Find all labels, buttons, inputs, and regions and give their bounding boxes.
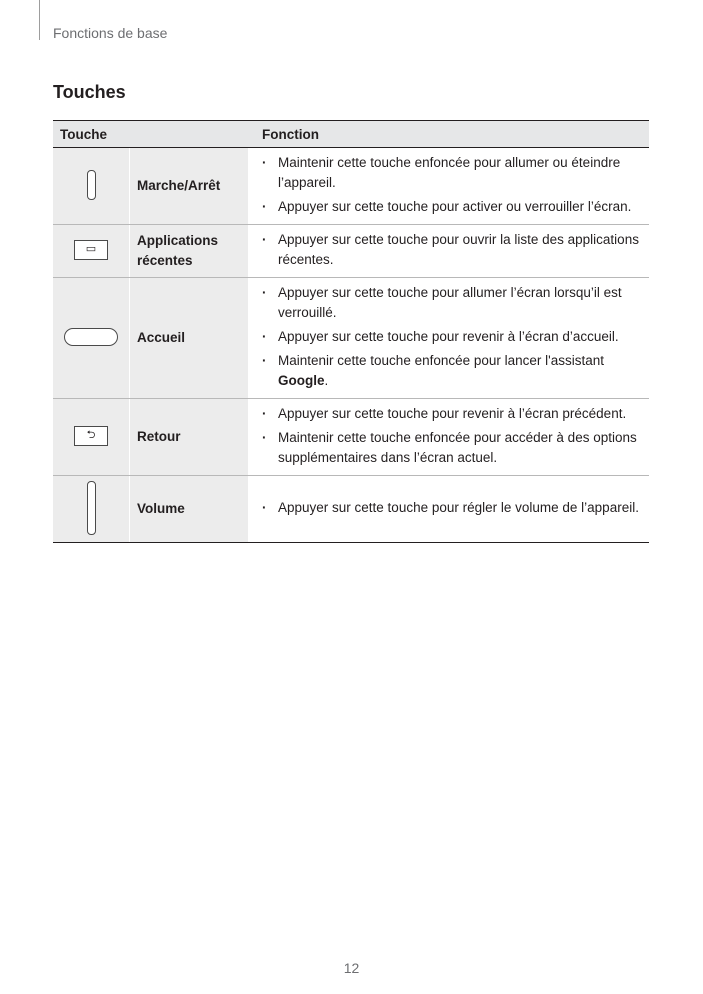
function-item-end: . (324, 373, 329, 388)
key-icon-cell (53, 399, 130, 476)
key-icon-cell (53, 476, 130, 543)
key-name-line2: récentes (137, 253, 193, 268)
key-function-cell (248, 225, 649, 278)
table-row-volume (53, 476, 649, 543)
key-name: Retour (130, 399, 249, 476)
volume-key-icon (87, 481, 96, 535)
key-icon-cell (53, 148, 130, 225)
function-item: · Maintenir cette touche enfoncée pour accéder à des options supplémentaires dans l’écran actuel. (260, 428, 649, 468)
page-title: Touches (53, 82, 126, 102)
column-header-fonction: Fonction (248, 121, 649, 148)
key-name: Marche/Arrêt (130, 148, 249, 225)
function-item: · Appuyer sur cette touche pour revenir à l’écran précédent. (260, 404, 649, 424)
function-item: · Appuyer sur cette touche pour activer ou verrouiller l’écran. (260, 197, 649, 217)
column-header-touche: Touche (53, 121, 248, 148)
function-item: · Appuyer sur cette touche pour régler le volume de l’appareil. (260, 498, 649, 518)
header-divider (39, 0, 40, 40)
key-function-cell (248, 476, 649, 543)
power-key-icon (87, 170, 96, 200)
key-icon-cell (53, 278, 130, 399)
table-row-recent-apps (53, 225, 649, 278)
table-header-row (53, 121, 649, 148)
key-function-cell (248, 148, 649, 225)
section-header: Fonctions de base (53, 25, 168, 41)
keys-table (53, 120, 649, 543)
page-number: 12 (343, 960, 360, 976)
function-item (260, 351, 649, 391)
key-icon-cell (53, 225, 130, 278)
key-function-cell (248, 278, 649, 399)
back-key-icon: ⮌ (74, 426, 108, 446)
key-name-line1: Applications (137, 233, 219, 248)
google-label: Google (278, 373, 325, 388)
table-row-back (53, 399, 649, 476)
home-key-icon (64, 328, 118, 346)
function-item-text: Maintenir cette touche enfoncée pour lancer l'assistant (278, 353, 605, 368)
function-item: · Appuyer sur cette touche pour ouvrir la liste des applications récentes. (260, 230, 649, 270)
recent-apps-key-icon: ▭ (74, 240, 108, 260)
function-item: · Appuyer sur cette touche pour revenir à l’écran d’accueil. (260, 327, 649, 347)
function-item: · Appuyer sur cette touche pour allumer l’écran lorsqu’il est verrouillé. (260, 283, 649, 323)
function-item: · Maintenir cette touche enfoncée pour allumer ou éteindre l’appareil. (260, 153, 649, 193)
key-name: Accueil (130, 278, 249, 399)
table-row-power (53, 148, 649, 225)
key-function-cell (248, 399, 649, 476)
key-name (130, 225, 249, 278)
key-name: Volume (130, 476, 249, 543)
table-row-home (53, 278, 649, 399)
